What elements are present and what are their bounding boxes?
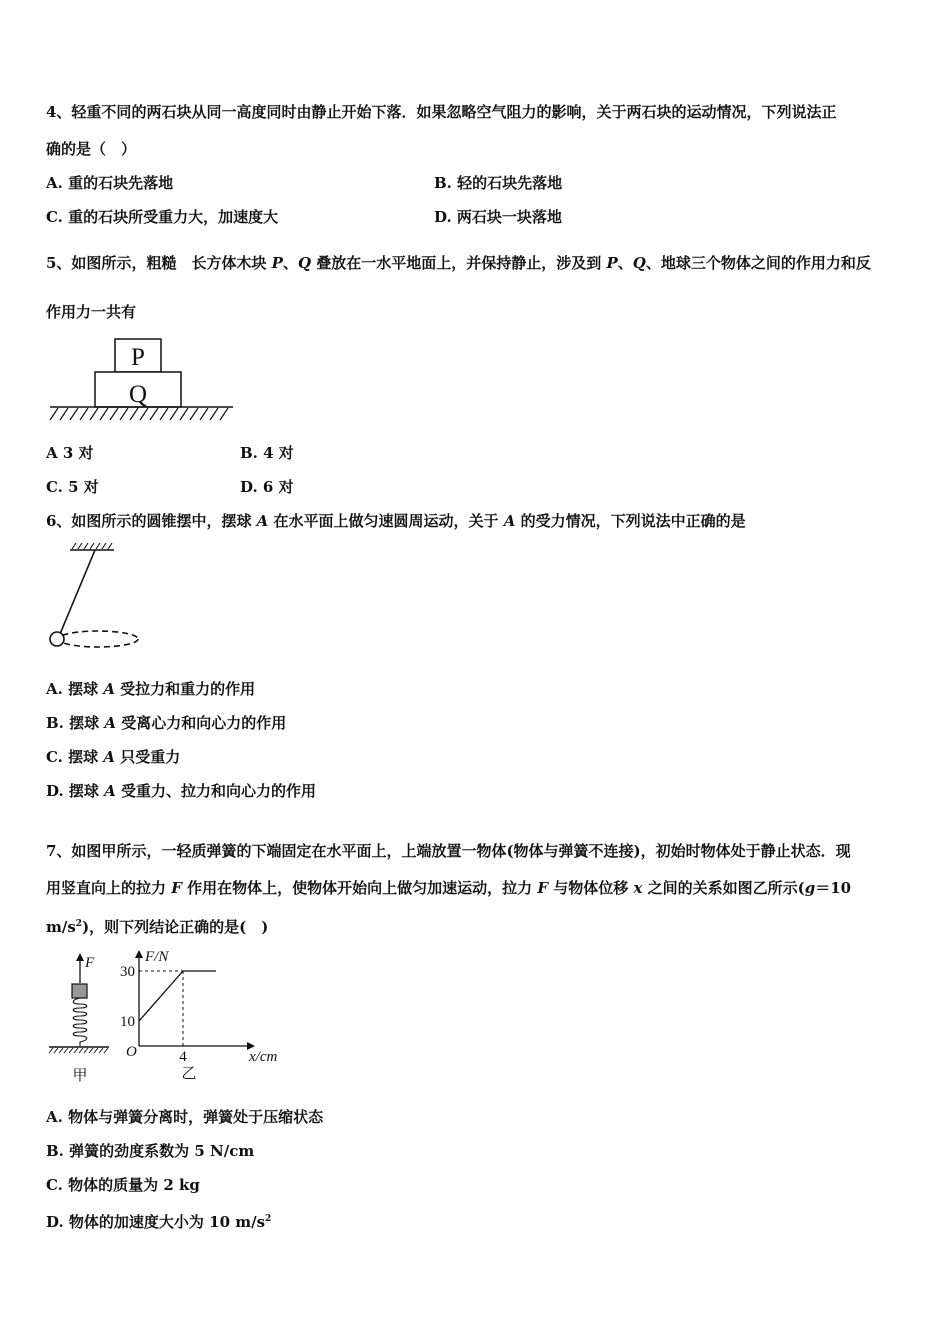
variable-a: A: [256, 512, 269, 530]
q5-option-d: D. 6 对: [240, 478, 294, 496]
block-q-label: Q: [128, 381, 148, 408]
x-tick-label: 4: [179, 1049, 187, 1065]
q6-option-c: C. 摆球 A 只受重力: [46, 748, 181, 766]
q5-stem-line2: 作用力一共有: [46, 303, 137, 321]
origin-label: O: [126, 1044, 137, 1060]
q4-option-c: C. 重的石块所受重力大，加速度大: [46, 208, 279, 226]
variable-q: Q: [632, 254, 646, 272]
q4-stem-line2: 确的是（ ）: [46, 140, 137, 158]
q7-stem-line2: 用竖直向上的拉力 F 作用在物体上，使物体开始向上做匀加速运动，拉力 F 与物体位移 x 之间的关系如图乙所示(g＝10: [46, 879, 852, 897]
y-tick-label: 30: [120, 964, 135, 980]
variable-a: A: [503, 512, 516, 530]
figure-jia-label: 甲: [72, 1068, 88, 1084]
q6-option-b: B. 摆球 A 受离心力和向心力的作用: [46, 714, 287, 732]
block-p-label: P: [131, 344, 145, 371]
q5-option-c: C. 5 对: [46, 478, 99, 496]
q6-option-a: A. 摆球 A 受拉力和重力的作用: [46, 680, 256, 698]
force-displacement-chart: [115, 948, 290, 1083]
q5-stem-line1: 5、如图所示，粗糙 长方体木块 P、Q 叠放在一水平地面上，并保持静止，涉及到 P、Q、地球三个物体之间的作用力和反: [46, 254, 871, 272]
q7-stem-line3: $m/s^2$)，则下列结论正确的是( ): [46, 918, 269, 936]
q4-option-a: A. 重的石块先落地: [46, 174, 174, 192]
force-label: F: [85, 955, 95, 971]
q6-option-d: D. 摆球 A 受重力、拉力和向心力的作用: [46, 782, 317, 800]
q7-option-b: B. 弹簧的劲度系数为 5 N/cm: [46, 1142, 255, 1160]
x-axis-label: x/cm: [249, 1049, 278, 1065]
q4-option-b: B. 轻的石块先落地: [434, 174, 563, 192]
variable-p: P: [271, 254, 283, 272]
y-tick-label: 10: [120, 1014, 135, 1030]
variable-p: P: [606, 254, 618, 272]
y-axis-label: F/N: [145, 949, 169, 965]
q7-stem-line1: 7、如图甲所示，一轻质弹簧的下端固定在水平面上，上端放置一物体(物体与弹簧不连接)，初始时物体处于静止状态．现: [46, 842, 851, 860]
figure-yi-label: 乙: [181, 1066, 197, 1082]
spring-figure: [45, 950, 115, 1085]
q7-option-a: A. 物体与弹簧分离时，弹簧处于压缩状态: [46, 1108, 324, 1126]
q6-stem: 6、如图所示的圆锥摆中，摆球 A 在水平面上做匀速圆周运动，关于 A 的受力情况，下列说法中正确的是: [46, 512, 746, 530]
blocks-figure: [45, 338, 245, 428]
y-axis-arrow: [135, 950, 143, 958]
variable-q: Q: [297, 254, 312, 272]
conical-pendulum-figure: [42, 542, 152, 652]
q7-option-c: C. 物体的质量为 2 kg: [46, 1176, 200, 1194]
q4-stem-line1: 4、轻重不同的两石块从同一高度同时由静止开始下落．如果忽略空气阻力的影响，关于两石块的运动情况，下列说法正: [46, 103, 837, 121]
series-line: [139, 971, 216, 1021]
q5-option-b: B. 4 对: [240, 444, 294, 462]
q7-option-d: D. 物体的加速度大小为 10 $m/s^2$: [46, 1213, 272, 1231]
q5-option-a: A 3 对: [46, 444, 94, 462]
q4-option-d: D. 两石块一块落地: [434, 208, 562, 226]
